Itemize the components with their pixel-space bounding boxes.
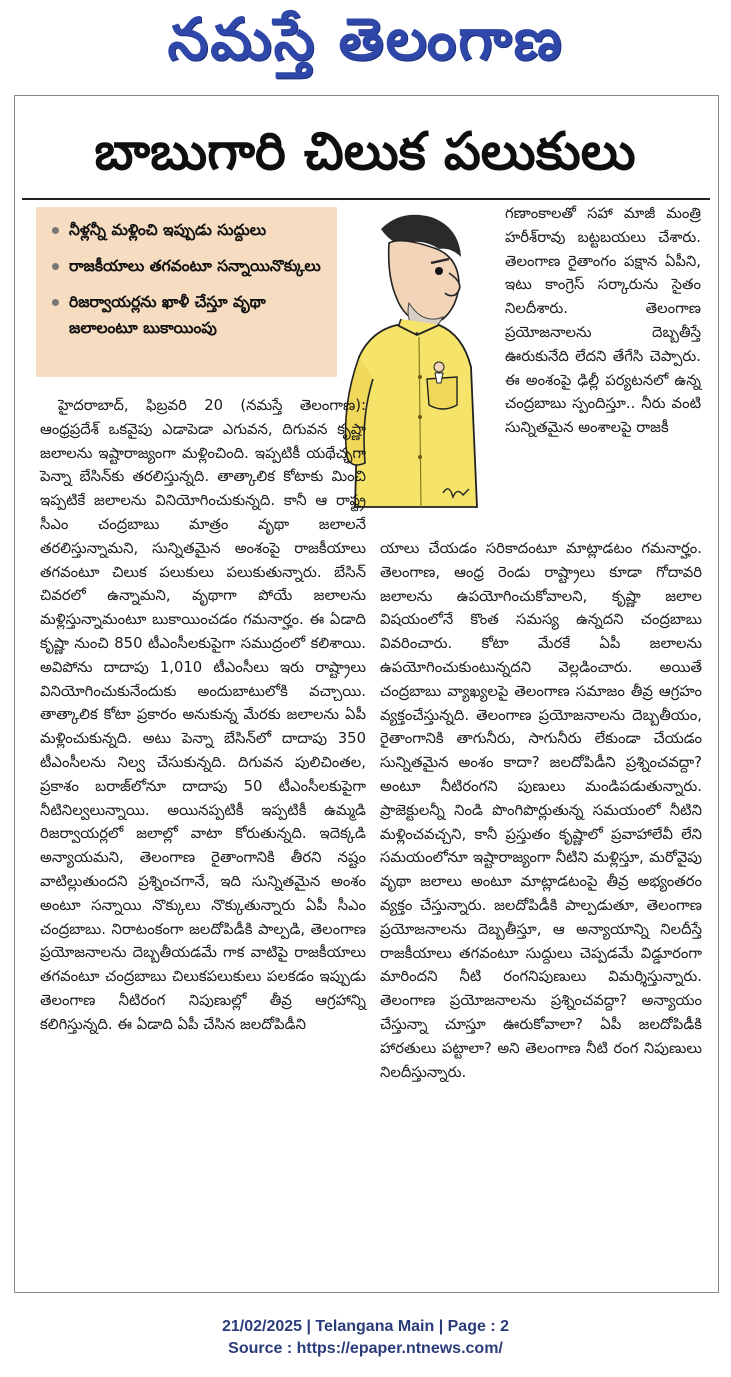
highlight-text: రిజర్వాయర్లను ఖాళీ చేస్తూ వృథా జలాలంటూ బుకాయింపు <box>69 293 266 337</box>
newspaper-masthead <box>0 0 731 92</box>
article-column-1: హైదరాబాద్, ఫిబ్రవరి 20 (నమస్తే తెలంగాణ): ఆంధ్రప్రదేశ్ ఒకవైపు ఎడాపెడా ఎగువన, దిగువన కృష్ణా జలాలను ఇష్టారాజ్యంగా మళ్లించింది. ఇప్పటికీ యథేచ్ఛగా పెన్నా బేసిన్‌కు తరలిస్తున్నది. తాత్కాలిక కోటాకు మించి ఇప్పటికే జలాలను వినియోగించుకున్నది. కానీ ఆ రాష్ట్ర సీఎం చంద్రబాబు మాత్రం వృథా జలాలనే తరలిస్తున్నామని, సున్నితమైన అంశంపై రాజకీయాలు తగవంటూ చిలుక పలుకులు పలుకుతున్నారు. బేసిన్ చివరలో ఉన్నామని, వృథాగా పోయే జలాలను మళ్లిస్తున్నామంటూ బుకాయించడం గమనార్హం. ఈ ఏడాది కృష్ణా నుంచి 850 టీఎంసీలకుపైగా సముద్రంలో కలిశాయి. అవిపోను దాదాపు 1,010 టీఎంసీలు ఇరు రాష్ట్రాలు వినియోగించుకునేందుకు అందుబాటులోకి వచ్చాయి. తాత్కాలిక కోటా ప్రకారం అనుకున్న మేరకు జలాలను ఏపీ మళ్లించుకున్నది. అటు పెన్నా బేసిన్‌లో దాదాపు 350 టీఎంసీలను నిల్వ చేసుకున్నది. దిగువన పులిచింతల, ప్రకాశం బరాజ్‌లోనూ దాదాపు 50 టీఎంసీలకుపైగా నీటినిల్వలున్నాయి. అయినప్పటికీ ఇప్పటికీ ఉమ్మడి రిజర్వాయర్లలో జలాల్లో వాటా కోరుతున్నది. ఇదెక్కడి అన్యాయమని, తెలంగాణ రైతాంగానికి తీరని నష్టం వాటిల్లుతుందని ప్రశ్నించగానే, ఇది సున్నితమైన అంశం అంటూ సన్నాయి నొక్కులు నొక్కుతున్నారు ఏపీ సీఎం చంద్రబాబు. నిరాటంకంగా జలదోపిడీకి పాల్పడి, తెలంగాణ ప్రయోజనాలను దెబ్బతీయడమే గాక వాటిపై రాజకీయాలు తగవంటూ చంద్రబాబు చిలుకపలుకులు పలకడం ఇప్పుడు తెలంగాణ నీటిరంగ నిపుణుల్లో తీవ్ర ఆగ్రహాన్ని కలిగిస్తున్నది. ఈ ఏడాది ఏపీ చేసిన జలదోపిడీని <box>40 397 366 1033</box>
bullet-icon <box>52 263 59 270</box>
highlight-item <box>48 253 327 279</box>
highlight-text: నీళ్లన్నీ మళ్లించి ఇప్పుడు సుద్దులు <box>69 221 267 239</box>
highlight-item <box>48 217 327 243</box>
headline-divider <box>22 198 710 200</box>
footer-edition-info: 21/02/2025 | Telangana Main | Page : 2 <box>221 1318 509 1335</box>
bullet-icon <box>52 227 59 234</box>
highlights-box <box>36 207 337 377</box>
article-column-2-top: గణాంకాలతో సహా మాజీ మంత్రి హరీశ్‌రావు బట్టబయలు చేశారు. తెలంగాణ రైతాంగం పక్షాన ఏపీని, ఇటు కాంగ్రెస్ సర్కారును సైతం నిలదీశారు. తెలంగాణ ప్రయోజనాలను దెబ్బతీస్తే ఊరుకునేది లేదని తేగేసి చెప్పారు. ఈ అంశంపై ఢిల్లీ పర్యటనలో ఉన్న చంద్రబాబు స్పందిస్తూ.. నీరు వంటి సున్నితమైన అంశాలపై రాజకీ <box>505 205 701 437</box>
article-headline: బాబుగారి చిలుక పలుకులు <box>94 121 636 182</box>
masthead-title: నమస్తే తెలంగాణ <box>167 4 564 73</box>
footer-source-link[interactable]: Source : https://epaper.ntnews.com/ <box>228 1340 503 1357</box>
highlight-text: రాజకీయాలు తగవంటూ సన్నాయినొక్కులు <box>69 257 321 275</box>
bullet-icon <box>52 299 59 306</box>
article-column-2: యాలు చేయడం సరికాదంటూ మాట్లాడటం గమనార్హం. తెలంగాణ, ఆంధ్ర రెండు రాష్ట్రాలు కూడా గోదావరి జలాలను ఉపయోగించుకోవాలని, కృష్ణా జలాల విషయంలోనే కొంత సమస్య ఉన్నదని చంద్రబాబు వివరించారు. కోటా మేరకే ఏపీ జలాలను ఉపయోగించుకుంటున్నదని వెల్లడించారు. అయితే చంద్రబాబు వ్యాఖ్యలపై తెలంగాణ సమాజం తీవ్ర ఆగ్రహం వ్యక్తంచేస్తున్నది. తెలంగాణ ప్రయోజనాలను దెబ్బతీయం, రైతాంగానికి తాగునీరు, సాగునీరు లేకుండా చేయడం సున్నితమైన అంశం కాదా? జలదోపిడీని ప్రశ్నించవద్దా? అంటూ నీటిరంగని పుణులు మండిపడుతున్నారు. ప్రాజెక్టులన్నీ నిండి పొంగిపొర్లుతున్న సమయంలో నీటిని మళ్లించవచ్చని, కానీ ప్రస్తుతం కృష్ణాలో ప్రవాహాలేవీ లేని సమయంలోనూ ఇష్టారాజ్యంగా నీటిని మళ్లిస్తూ, మరోవైపు వృథా జలాలు అంటూ మాట్లాడటంపై తీవ్ర అభ్యంతరం వ్యక్తం చేస్తున్నారు. జలదోపిడీకి పాల్పడుతూ, తెలంగాణ ప్రయోజనాలను దెబ్బతీస్తూ, ఆ అన్యాయాన్ని నిలదీస్తే రాజకీయాలు తగవంటూ సుద్దులు చెప్పడమే విడ్డూరంగా మారిందని నీటి రంగనిపుణులు విమర్శిస్తున్నారు. తెలంగాణ ప్రయోజనాలను ప్రశ్నించవద్దా? అన్యాయం చేస్తున్నా చూస్తూ ఊరుకోవాలా? ఏపీ జలదోపిడీకి హారతులు పట్టాలా? అని తెలంగాణ నీటి రంగ నిపుణులు నిలదీస్తున్నారు. <box>380 540 702 1081</box>
highlight-item <box>48 289 327 341</box>
